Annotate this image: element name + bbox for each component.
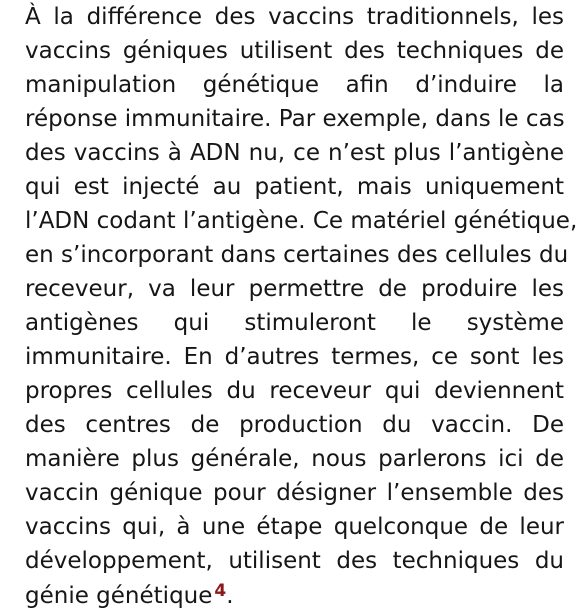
- paragraph-line: À la différence des vaccins traditionnels, les: [25, 4, 564, 30]
- paragraph-line: développement, utilisent des techniques du: [25, 548, 564, 574]
- paragraph-line: des centres de production du vaccin. De: [25, 412, 564, 438]
- paragraph-line: qui est injecté au patient, mais uniquement: [25, 174, 564, 200]
- paragraph-line: vaccins géniques utilisent des techniques de: [25, 38, 564, 64]
- paragraph-line: antigènes qui stimuleront le système: [25, 310, 564, 336]
- paragraph-line: propres cellules du receveur qui deviennent: [25, 378, 564, 404]
- paragraph-line: en s’incorporant dans certaines des cellules du: [25, 242, 569, 268]
- paragraph-line: l’ADN codant l’antigène. Ce matériel génétique,: [25, 208, 578, 234]
- paragraph-line: vaccins qui, à une étape quelconque de leur: [25, 514, 564, 540]
- paragraph-line: des vaccins à ADN nu, ce n’est plus l’antigène: [25, 140, 564, 166]
- last-line-text: génie génétique: [25, 583, 213, 609]
- paragraph-line: réponse immunitaire. Par exemple, dans le cas: [25, 106, 565, 132]
- trailing-punctuation: .: [226, 583, 234, 609]
- document-page: [25, 0, 578, 609]
- paragraph-line: manipulation génétique afin d’induire la: [25, 72, 564, 98]
- paragraph-last-line: [25, 574, 564, 608]
- paragraph-line: manière plus générale, nous parlerons ici de: [25, 446, 564, 472]
- paragraph-line: vaccin génique pour désigner l’ensemble des: [25, 480, 564, 506]
- footnote-ref-link[interactable]: 4: [214, 581, 227, 601]
- paragraph-line: immunitaire. En d’autres termes, ce sont les: [25, 344, 564, 370]
- paragraph-line: receveur, va leur permettre de produire les: [25, 276, 564, 302]
